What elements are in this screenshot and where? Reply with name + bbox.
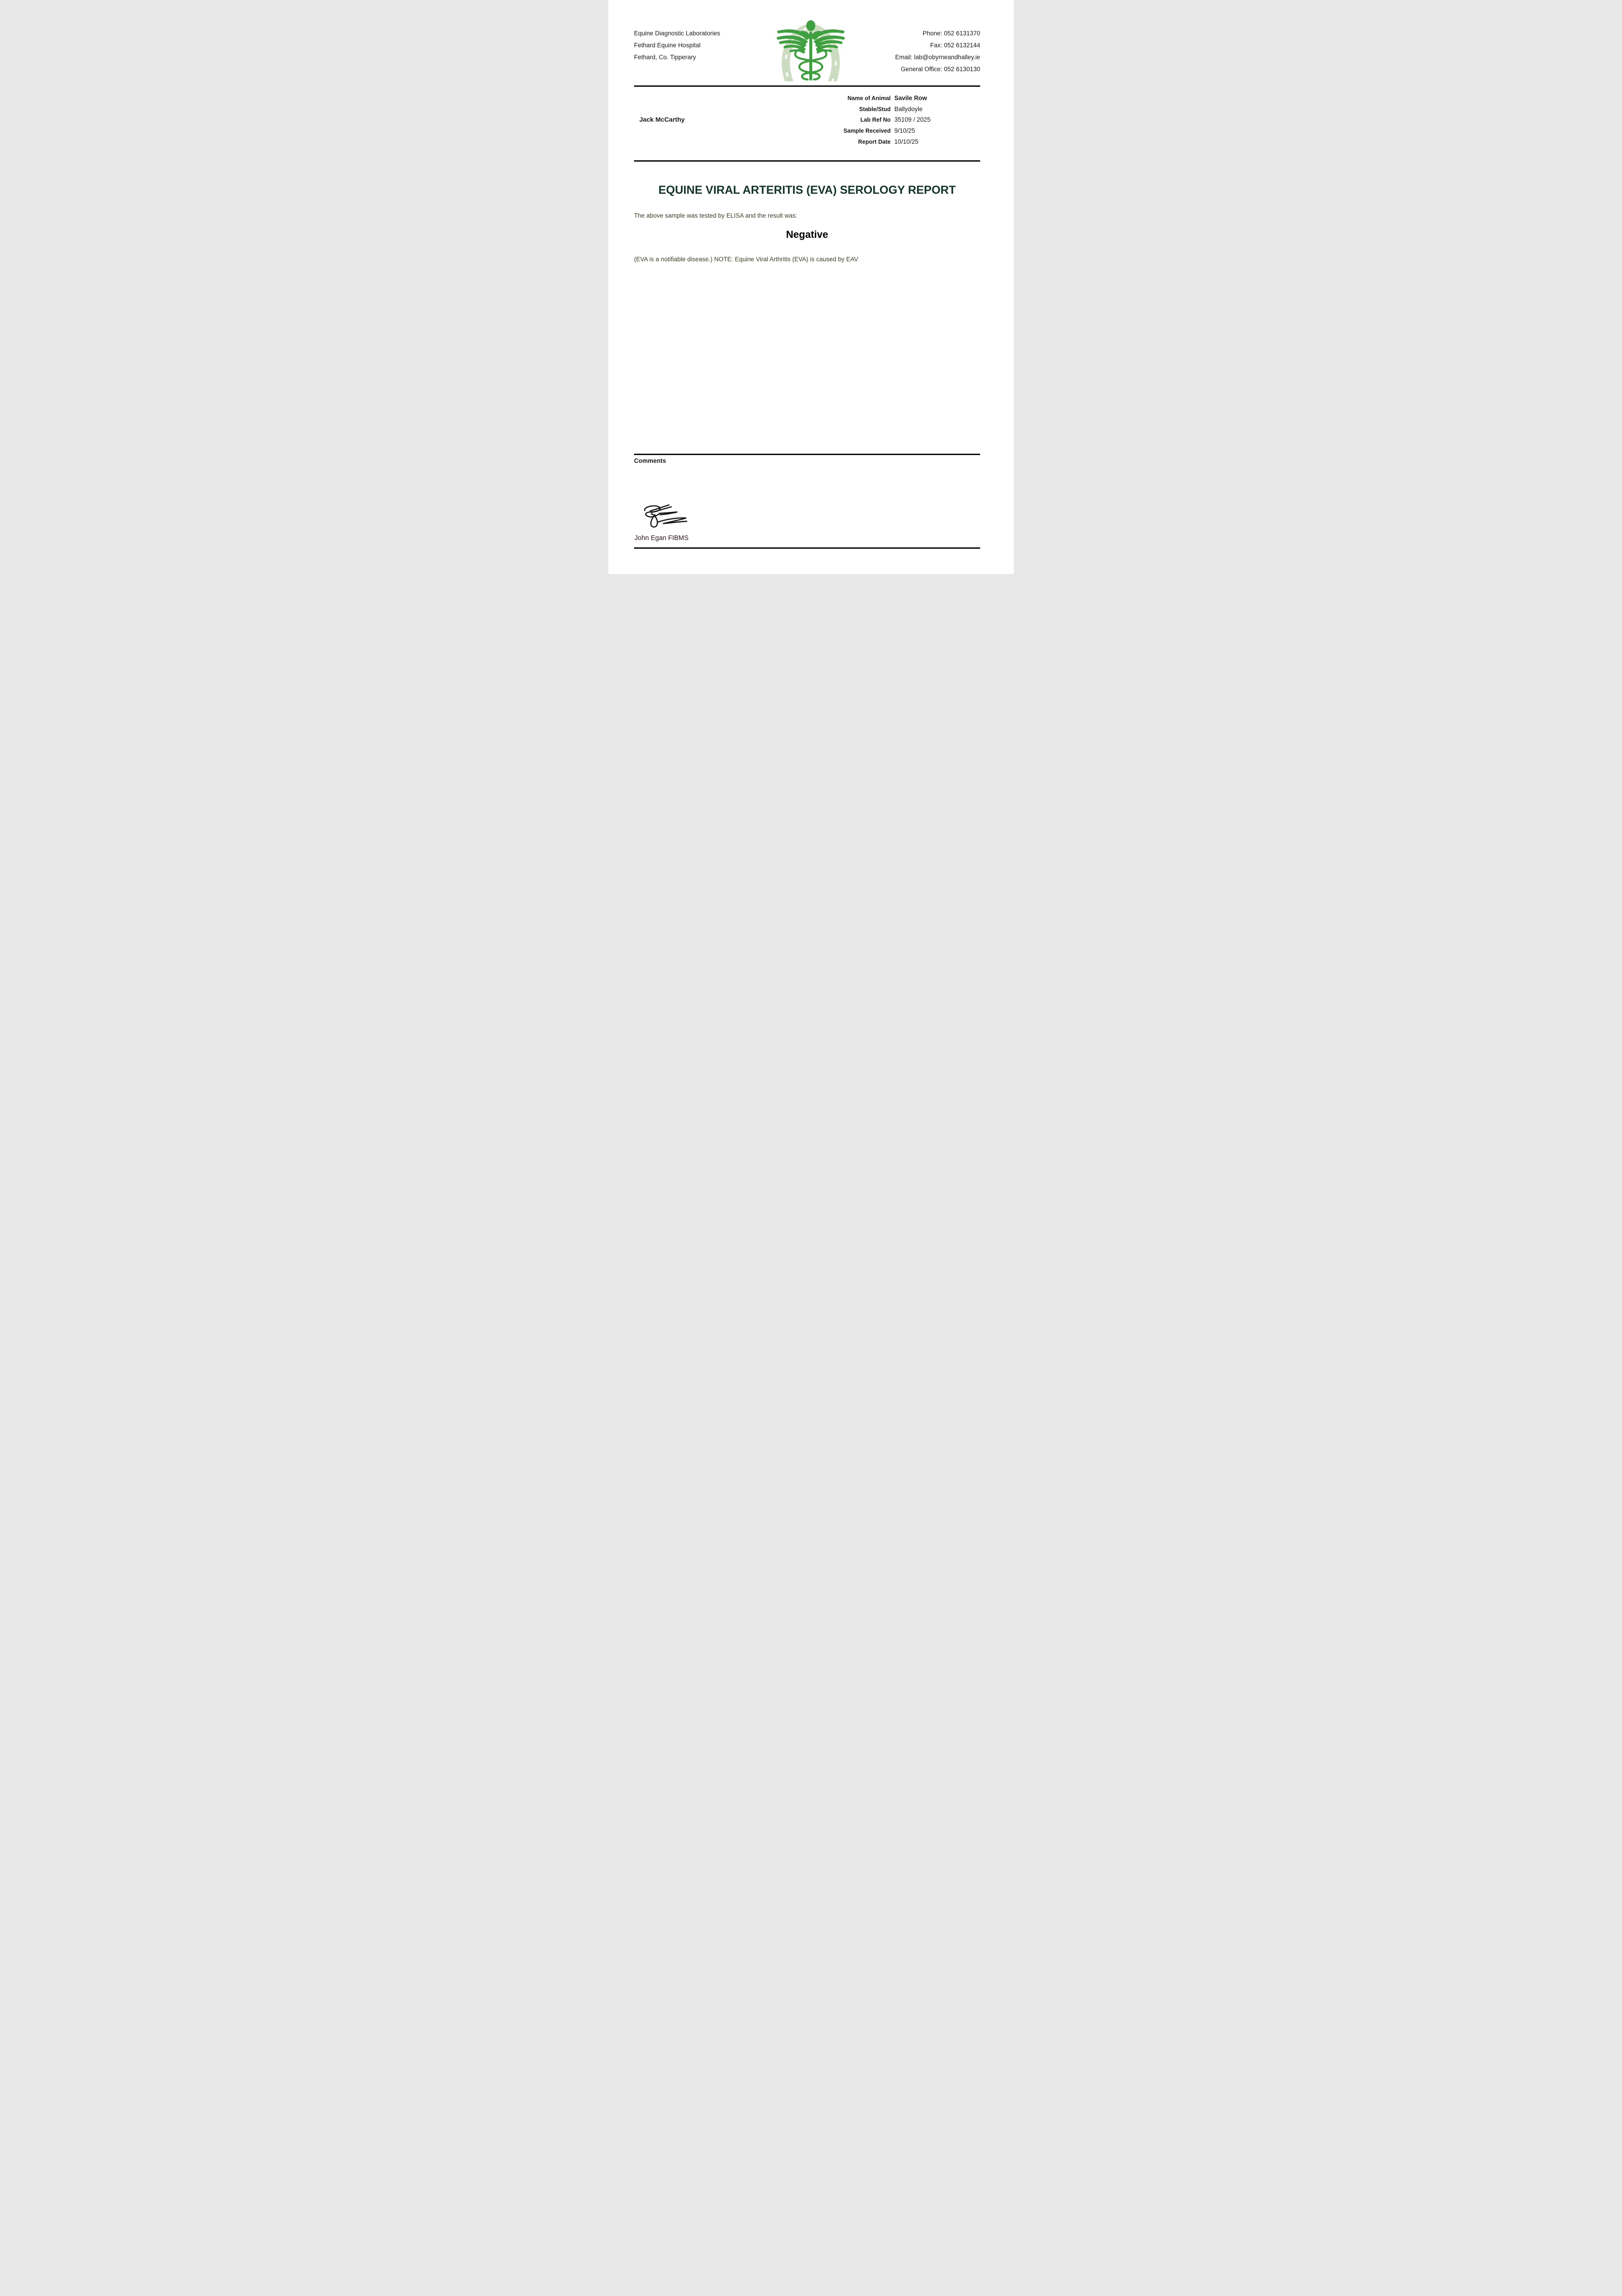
- field-label-sample-received: Sample Received: [843, 128, 891, 135]
- client-name: Jack McCarthy: [639, 116, 685, 123]
- field-label-stable-stud: Stable/Stud: [859, 106, 891, 113]
- signatory-name: John Egan FIBMS: [634, 535, 689, 542]
- caduceus-horseshoe-icon: [775, 17, 847, 81]
- comments-divider: [634, 454, 980, 455]
- signature-scribble-icon: [637, 502, 694, 530]
- table-row: [760, 138, 980, 149]
- organisation-address: [634, 28, 720, 63]
- field-value-sample-received: 9/10/25: [894, 127, 915, 135]
- table-row: [760, 106, 980, 117]
- phone-line: Phone: 052 6131370: [922, 30, 980, 37]
- page-bottom-divider: [634, 547, 980, 549]
- result-intro-text: The above sample was tested by ELISA and the result was:: [634, 212, 797, 219]
- report-title: EQUINE VIRAL ARTERITIS (EVA) SEROLOGY REPORT: [658, 184, 956, 197]
- header-divider: [634, 85, 980, 87]
- field-value-report-date: 10/10/25: [894, 138, 919, 145]
- table-row: [760, 95, 980, 106]
- general-office-line: General Office: 052 6130130: [900, 66, 980, 73]
- test-result: Negative: [786, 229, 828, 240]
- fax-line: Fax: 052 6132144: [930, 42, 980, 49]
- field-value-lab-ref-no: 35109 / 2025: [894, 116, 931, 124]
- field-label-name-of-animal: Name of Animal: [847, 95, 891, 101]
- org-line-3: Fethard, Co. Tipperary: [634, 54, 696, 61]
- lab-report-page: [608, 0, 1014, 574]
- comments-heading: Comments: [634, 457, 666, 464]
- table-row: [760, 127, 980, 138]
- field-label-lab-ref-no: Lab Ref No: [860, 117, 891, 124]
- contact-details: [895, 28, 980, 75]
- case-info-table: [760, 95, 980, 149]
- signature: [637, 502, 694, 530]
- org-line-2: Fethard Equine Hospital: [634, 42, 701, 49]
- org-line-1: Equine Diagnostic Laboratories: [634, 30, 720, 37]
- field-label-report-date: Report Date: [858, 138, 891, 145]
- table-row: [760, 116, 980, 127]
- email-line: Email: lab@obyrneandhalley.ie: [895, 54, 980, 61]
- case-info-divider: [634, 160, 980, 162]
- notifiable-disease-note: (EVA is a notifiable disease.) NOTE: Equine Viral Arthritis (EVA) is caused by EAV: [634, 256, 859, 263]
- field-value-stable-stud: Ballydoyle: [894, 105, 923, 113]
- clinic-logo: [775, 17, 847, 81]
- field-value-name-of-animal: Savile Row: [894, 95, 927, 101]
